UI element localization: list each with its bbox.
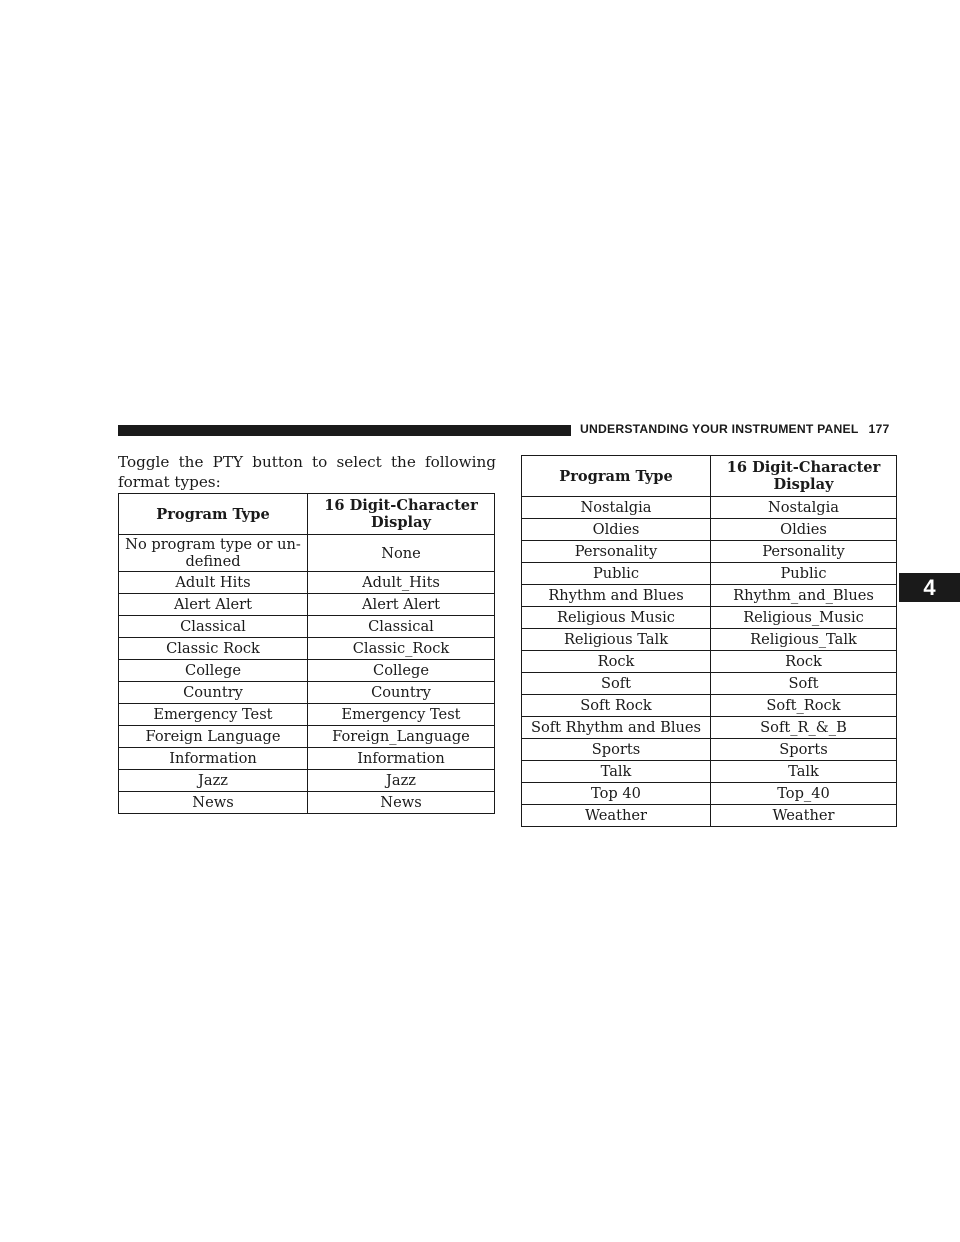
program-type-cell: Rhythm and Blues (522, 585, 711, 607)
column-header-program-type: Program Type (119, 494, 308, 535)
program-type-table-right (521, 455, 897, 827)
display-cell: Classic_Rock (308, 638, 495, 660)
table-header-row (119, 494, 495, 535)
program-type-cell: Talk (522, 761, 711, 783)
table-row (119, 726, 495, 748)
table-row (119, 594, 495, 616)
program-type-cell: Alert Alert (119, 594, 308, 616)
intro-paragraph: Toggle the PTY button to select the following format types: (118, 453, 496, 491)
program-type-cell: Rock (522, 651, 711, 673)
display-cell: Oldies (711, 519, 897, 541)
display-cell: Weather (711, 805, 897, 827)
table-row (119, 704, 495, 726)
program-type-cell: Foreign Language (119, 726, 308, 748)
display-cell: Jazz (308, 770, 495, 792)
table-row (119, 682, 495, 704)
table-row (522, 585, 897, 607)
program-type-cell: Sports (522, 739, 711, 761)
program-type-cell: Nostalgia (522, 497, 711, 519)
table-row (522, 739, 897, 761)
table-row (522, 629, 897, 651)
program-type-cell: Information (119, 748, 308, 770)
display-cell: Top_40 (711, 783, 897, 805)
table-row (522, 783, 897, 805)
table-row (119, 660, 495, 682)
table-row (522, 519, 897, 541)
program-type-cell: Soft Rhythm and Blues (522, 717, 711, 739)
display-cell: Soft (711, 673, 897, 695)
header-rule (118, 425, 571, 436)
program-type-cell: Jazz (119, 770, 308, 792)
table-header-row (522, 456, 897, 497)
table-row (522, 805, 897, 827)
table-row (522, 717, 897, 739)
program-type-cell: Top 40 (522, 783, 711, 805)
display-cell: College (308, 660, 495, 682)
table-row (119, 792, 495, 814)
display-cell: Adult_Hits (308, 572, 495, 594)
program-type-cell: Weather (522, 805, 711, 827)
display-cell: Public (711, 563, 897, 585)
table-row (119, 638, 495, 660)
program-type-cell: Classic Rock (119, 638, 308, 660)
table-row (522, 651, 897, 673)
display-cell: Sports (711, 739, 897, 761)
page-header (580, 422, 889, 436)
display-cell: Rhythm_and_Blues (711, 585, 897, 607)
display-cell: Talk (711, 761, 897, 783)
table-row (119, 616, 495, 638)
display-cell: None (308, 535, 495, 572)
display-cell: Foreign_Language (308, 726, 495, 748)
program-type-cell: Emergency Test (119, 704, 308, 726)
program-type-cell: Public (522, 563, 711, 585)
program-type-cell: Soft Rock (522, 695, 711, 717)
page-number: 177 (868, 422, 890, 436)
section-title: UNDERSTANDING YOUR INSTRUMENT PANEL (580, 422, 859, 436)
table-row (522, 563, 897, 585)
display-cell: Rock (711, 651, 897, 673)
program-type-cell: Classical (119, 616, 308, 638)
display-cell: Soft_R_&_B (711, 717, 897, 739)
program-type-cell: College (119, 660, 308, 682)
table-row (522, 541, 897, 563)
program-type-cell: Country (119, 682, 308, 704)
display-cell: Religious_Talk (711, 629, 897, 651)
program-type-cell: Soft (522, 673, 711, 695)
table-row (522, 497, 897, 519)
display-cell: Personality (711, 541, 897, 563)
program-type-cell: News (119, 792, 308, 814)
table-row (119, 748, 495, 770)
program-type-cell: Personality (522, 541, 711, 563)
table-row (119, 572, 495, 594)
display-cell: Religious_Music (711, 607, 897, 629)
table-row (119, 770, 495, 792)
program-type-cell: Religious Talk (522, 629, 711, 651)
display-cell: Alert Alert (308, 594, 495, 616)
program-type-table-left (118, 493, 495, 814)
table-row (522, 761, 897, 783)
table-row (119, 535, 495, 572)
chapter-tab[interactable]: 4 (899, 573, 960, 602)
column-header-program-type: Program Type (522, 456, 711, 497)
display-cell: Country (308, 682, 495, 704)
program-type-cell: Religious Music (522, 607, 711, 629)
program-type-cell: Adult Hits (119, 572, 308, 594)
column-header-display: 16 Digit-Character Display (711, 456, 897, 497)
display-cell: Soft_Rock (711, 695, 897, 717)
table-row (522, 695, 897, 717)
display-cell: Nostalgia (711, 497, 897, 519)
table-row (522, 607, 897, 629)
program-type-cell: No program type or un- defined (119, 535, 308, 572)
column-header-display: 16 Digit-Character Display (308, 494, 495, 535)
table-row (522, 673, 897, 695)
program-type-cell: Oldies (522, 519, 711, 541)
display-cell: Information (308, 748, 495, 770)
display-cell: Classical (308, 616, 495, 638)
display-cell: Emergency Test (308, 704, 495, 726)
display-cell: News (308, 792, 495, 814)
